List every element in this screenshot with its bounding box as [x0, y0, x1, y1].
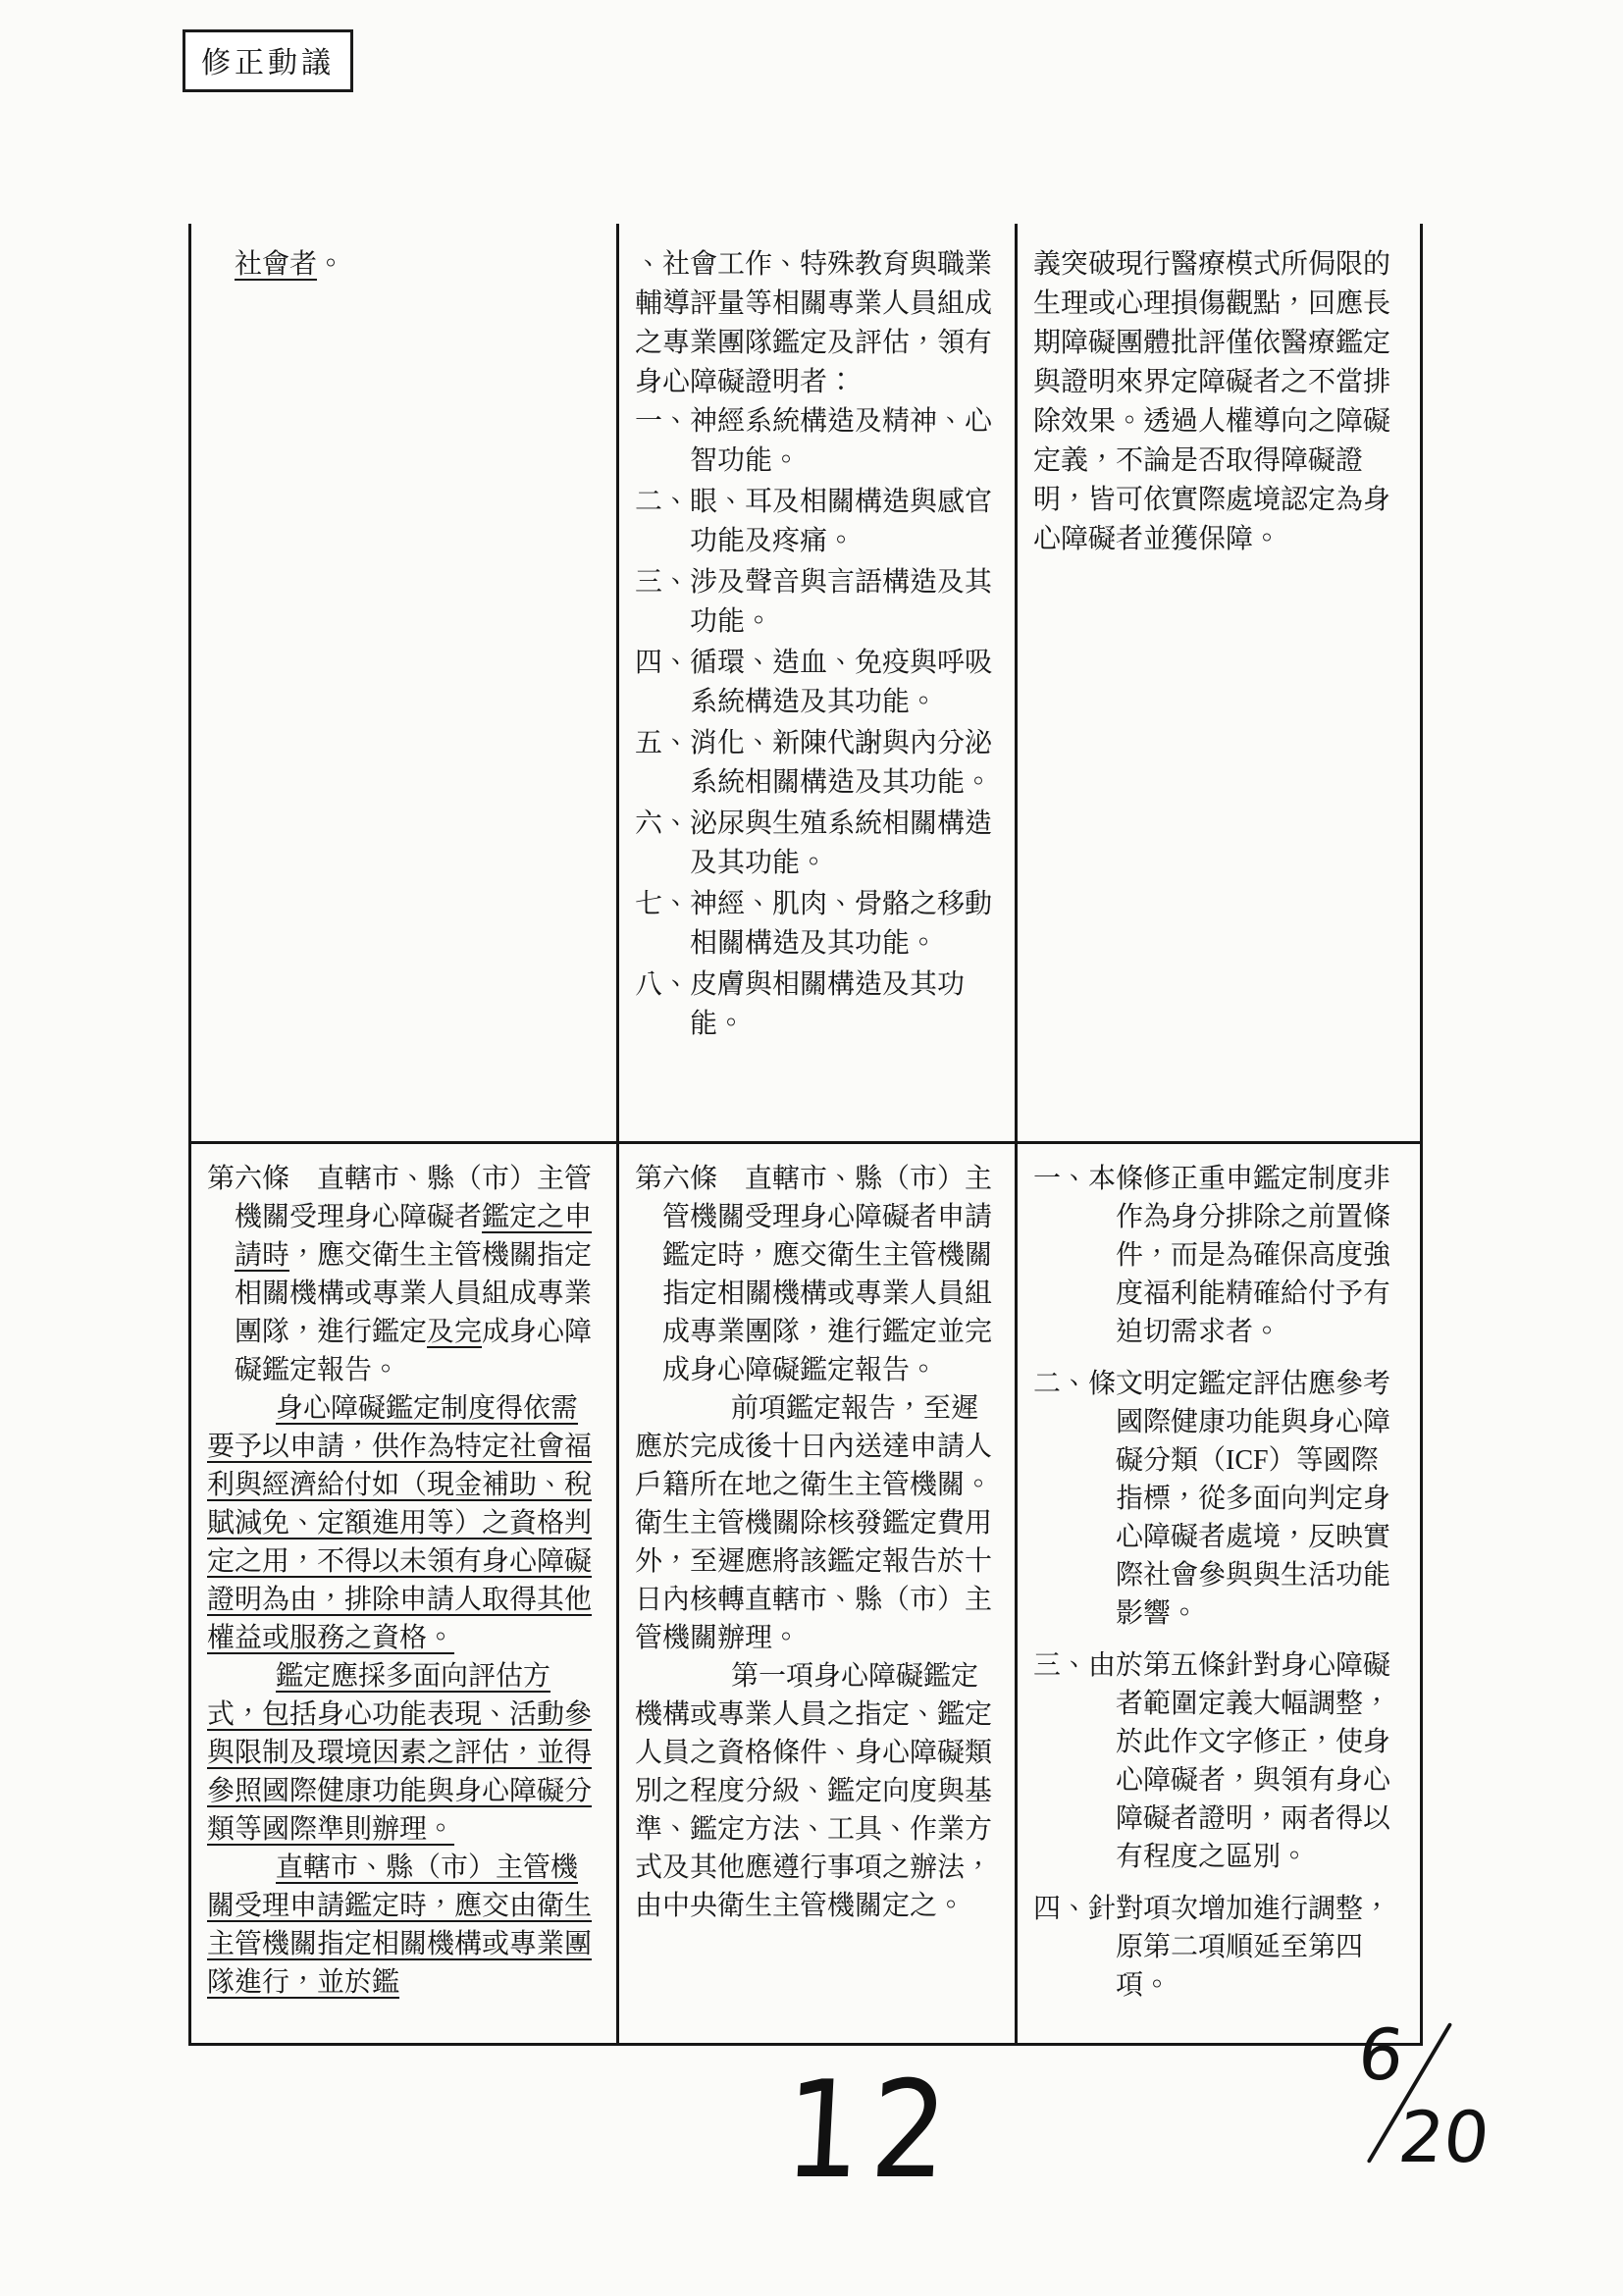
amendment-label-box	[183, 29, 353, 92]
provision-item-2: 二、眼、耳及相關構造與感官功能及疼痛。	[635, 487, 993, 556]
comparison-table	[188, 224, 1423, 2046]
cell-amended-text	[188, 1144, 616, 2043]
article6-amended-p3: 鑑定應採多面向評估方式，包括身心功能表現、活動參與限制及環境因素之評估，並得參照國際健康功能與身心障礙分類等國際準則辦理。	[207, 1661, 593, 1845]
provision-item-3: 三、涉及聲音與言語構造及其功能。	[635, 567, 993, 637]
article6-current-p3: 第一項身心障礙鑑定機構或專業人員之指定、鑑定人員之資格條件、身心障礙類別之程度分級、鑑定向度與基準、鑑定方法、工具、作業方式及其他應遵行事項之辦法，由中央衛生主管機關定之。	[635, 1661, 993, 1921]
cell-rationale	[1015, 1144, 1423, 2043]
provision-item-5: 五、消化、新陳代謝與內分泌系統相關構造及其功能。	[635, 728, 993, 798]
table-row-upper	[188, 224, 1423, 1141]
cell-left-continuation	[188, 224, 616, 1141]
cell-middle-provision	[616, 224, 1015, 1141]
rationale-item-3: 三、由於第五條針對身心障礙者範圍定義大幅調整，於此作文字修正，使身心障礙者，與領有身心障礙者證明，兩者得以有程度之區別。	[1033, 1650, 1391, 1872]
rationale-item-4: 四、針對項次增加進行調整，原第二項順延至第四項。	[1033, 1894, 1391, 2001]
provision-item-8: 八、皮膚與相關構造及其功能。	[635, 969, 966, 1039]
handwritten-sheet-fraction	[1337, 2013, 1512, 2180]
provision-item-4: 四、循環、造血、免疫與呼吸系統構造及其功能。	[635, 648, 993, 717]
provision-item-7: 七、神經、肌肉、骨骼之移動相關構造及其功能。	[635, 889, 993, 959]
explanation-text: 義突破現行醫療模式所侷限的生理或心理損傷觀點，回應長期障礙團體批評僅依醫療鑑定與證明來界定障礙者之不當排除效果。透過人權導向之障礙定義，不論是否取得障礙證明，皆可依實際處境認定為身心障礙者並獲保障。	[1033, 249, 1391, 554]
article6-amended-p1: 第六條 直轄市、縣（市）主管機關受理身心障礙者鑑定之申請時，應交衛生主管機關指定相關機構或專業人員組成專業團隊，進行鑑定及完成身心障礙鑑定報告。	[207, 1164, 593, 1385]
handwritten-page-number: 12	[780, 2052, 962, 2209]
provision-intro: 、社會工作、特殊教育與職業輔導評量等相關專業人員組成之專業團隊鑑定及評估，領有身心障礙證明者：	[635, 249, 993, 397]
rationale-item-1: 一、本條修正重申鑑定制度非作為身分排除之前置條件，而是為確保高度強度福利能精確給付予有迫切需求者。	[1033, 1164, 1391, 1347]
article6-amended-p4: 直轄市、縣（市）主管機關受理申請鑑定時，應交由衛生主管機關指定相關機構或專業團隊進行，並於鑑	[207, 1852, 593, 1998]
continuation-text: 社會者。	[235, 249, 345, 280]
provision-item-6: 六、泌尿與生殖系統相關構造及其功能。	[635, 809, 993, 878]
article6-current-p1: 第六條 直轄市、縣（市）主管機關受理身心障礙者申請鑑定時，應交衛生主管機關指定相關機構或專業人員組成專業團隊，進行鑑定並完成身心障礙鑑定報告。	[635, 1164, 993, 1385]
table-row-article-6	[188, 1141, 1423, 2046]
rationale-item-2: 二、條文明定鑑定評估應參考國際健康功能與身心障礙分類（ICF）等國際指標，從多面向判定身心障礙者處境，反映實際社會參與與生活功能影響。	[1033, 1369, 1391, 1629]
amendment-label: 修正動議	[201, 47, 335, 79]
sheet-fraction-numerator: 6	[1354, 2013, 1408, 2096]
provision-item-1: 一、神經系統構造及精神、心智功能。	[635, 406, 993, 476]
sheet-fraction-denominator: 20	[1394, 2096, 1493, 2178]
cell-current-text	[616, 1144, 1015, 2043]
article6-current-p2: 前項鑑定報告，至遲應於完成後十日內送達申請人戶籍所在地之衛生主管機關。衛生主管機關除核發鑑定費用外，至遲應將該鑑定報告於十日內核轉直轄市、縣（市）主管機關辦理。	[635, 1393, 993, 1653]
article6-amended-p2: 身心障礙鑑定制度得依需要予以申請，供作為特定社會福利與經濟給付如（現金補助、稅賦減免、定額進用等）之資格判定之用，不得以未領有身心障礙證明為由，排除申請人取得其他權益或服務之資格。	[207, 1393, 593, 1653]
cell-right-explanation	[1015, 224, 1423, 1141]
